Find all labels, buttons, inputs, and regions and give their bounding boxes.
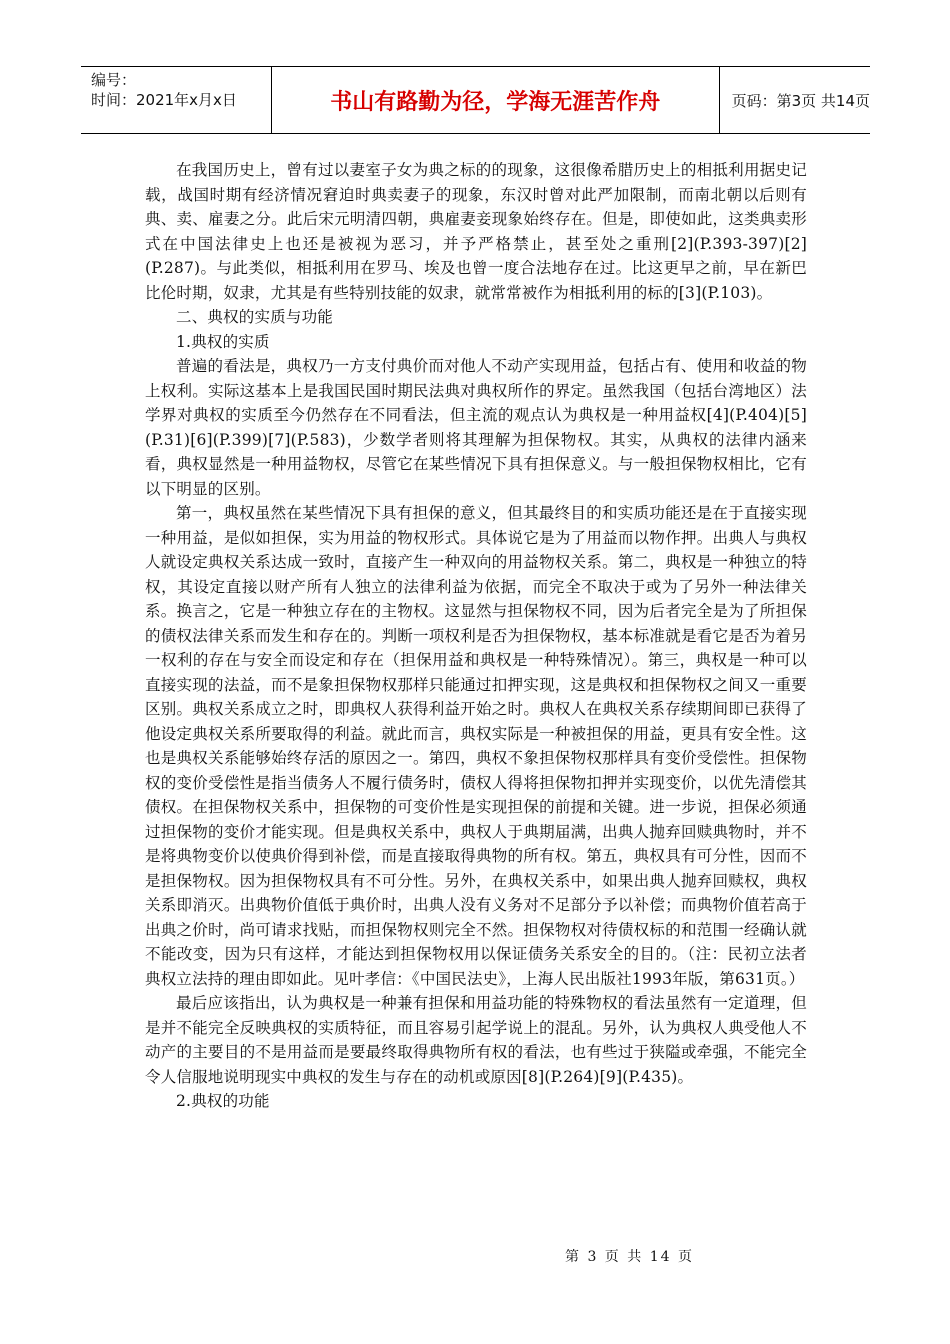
paragraph-history: 在我国历史上，曾有过以妻室子女为典之标的的现象，这很像希腊历史上的相抵利用据史记载，战国时期有经济情况窘迫时典卖妻子的现象，东汉时曾对此严加限制，而南北朝以后则有典、卖、雇妻之分。此后宋元明清四朝，典雇妻妾现象始终存在。但是，即使如此，这类典卖形式在中国法律史上也还是被视为恶习，并予严格禁止，甚至处之重刑[2](P.393-397)[2](P.287)。与此类似，相抵利用在罗马、埃及也曾一度合法地存在过。比这更早之前，早在新巴比伦时期，奴隶，尤其是有些特别技能的奴隶，就常常被作为相抵利用的标的[3](P.103)。 — [145, 161, 807, 302]
document-code-label: 编号： — [91, 71, 137, 89]
subsection-heading-1: 1.典权的实质 — [176, 332, 270, 351]
paragraph-conclusion: 最后应该指出，认为典权是一种兼有担保和用益功能的特殊物权的看法虽然有一定道理，但是并不能完全反映典权的实质特征，而且容易引起学说上的混乱。另外，认为典权人典受他人不动产的主要目的不是用益而是要最终取得典物所有权的看法，也有些过于狭隘或牵强，不能完全令人信服地说明现实中典权的发生与存在的动机或原因[8](P.264)[9](P.435)。 — [145, 994, 807, 1086]
subsection-heading-2: 2.典权的功能 — [176, 1092, 270, 1110]
paragraph-differences: 第一，典权虽然在某些情况下具有担保的意义，但其最终目的和实质功能还是在于直接实现一种用益，是似如担保，实为用益的物权形式。具体说它是为了用益而以物作押。出典人与典权人就设定典权关系达成一致时，直接产生一种双向的用益物权关系。第二，典权是一种独立的特权，其设定直接以财产所有人独立的法律利益为依据，而完全不取决于或为了另外一种法律关系。换言之，它是一种独立存在的主物权。这显然与担保物权不同，因为后者完全是为了所担保的债权法律关系而发生和存在的。判断一项权利是否为担保物权，基本标准就是看它是否为着另一权利的存在与安全而设定和存在（担保用益和典权是一种特殊情况）。第三，典权是一种可以直接实现的法益，而不是象担保物权那样只能通过扣押实现，这是典权和担保物权之间又一重要区别。典权关系成立之时，即典权人获得利益开始之时。典权人在典权关系存续期间即已获得了他设定典权关系所要取得的利益。就此而言，典权实际是一种被担保的用益，更具有安全性。这也是典权关系能够始终存活的原因之一。第四，典权不象担保物权那样具有变价受偿性。担保物权的变价受偿性是指当债务人不履行债务时，债权人得将担保物扣押并实现变价，以优先清偿其债权。在担保物权关系中，担保物的可变价性是实现担保的前提和关键。进一步说，担保必须通过担保物的变价才能实现。但是典权关系中，典权人于典期届满，出典人抛弃回赎典物时，并不是将典物变价以使典价得到补偿，而是直接取得典物的所有权。第五，典权具有可分性，因而不是担保物权。因为担保物权具有不可分性。另外，在典权关系中，如果出典人抛弃回赎权，典权关系即消灭。出典物价值低于典价时，出典人没有义务对不足部分予以补偿；而典物价值若高于出典之价时，尚可请求找贴，而担保物权则完全不然。担保物权对待债权标的和范围一经确认就不能改变，因为只有这样，才能达到担保物权用以保证债务关系安全的目的。（注：民初立法者典权立法持的理由即如此。见叶孝信：《中国民法史》，上海人民出版社1993年版，第631页。） — [145, 504, 807, 988]
paragraph-common-view: 普遍的看法是，典权乃一方支付典价而对他人不动产实现用益，包括占有、使用和收益的物上权利。实际这基本上是我国民国时期民法典对典权所作的界定。虽然我国（包括台湾地区）法学界对典权的实质至今仍然存在不同看法，但主流的观点认为典权是一种用益权[4](P.404)[5](P.31)[6](P.399)[7](P.583)，少数学者则将其理解为担保物权。其实，从典权的法律内涵来看，典权显然是一种用益物权，尽管它在某些情况下具有担保意义。与一般担保物权相比，它有以下明显的区别。 — [145, 357, 807, 498]
header-motto: 书山有路勤为径，学海无涯苦作舟 — [272, 67, 720, 133]
header-left-cell — [81, 67, 272, 133]
document-date: 时间：2021年x月x日 — [91, 91, 237, 109]
footer-page-number: 第 3 页 共 14 页 — [565, 1249, 694, 1265]
document-body — [145, 158, 807, 1114]
header-page-info: 页码：第3页 共14页 — [731, 91, 870, 110]
page-header — [81, 66, 870, 134]
section-heading-2: 二、典权的实质与功能 — [176, 308, 334, 326]
